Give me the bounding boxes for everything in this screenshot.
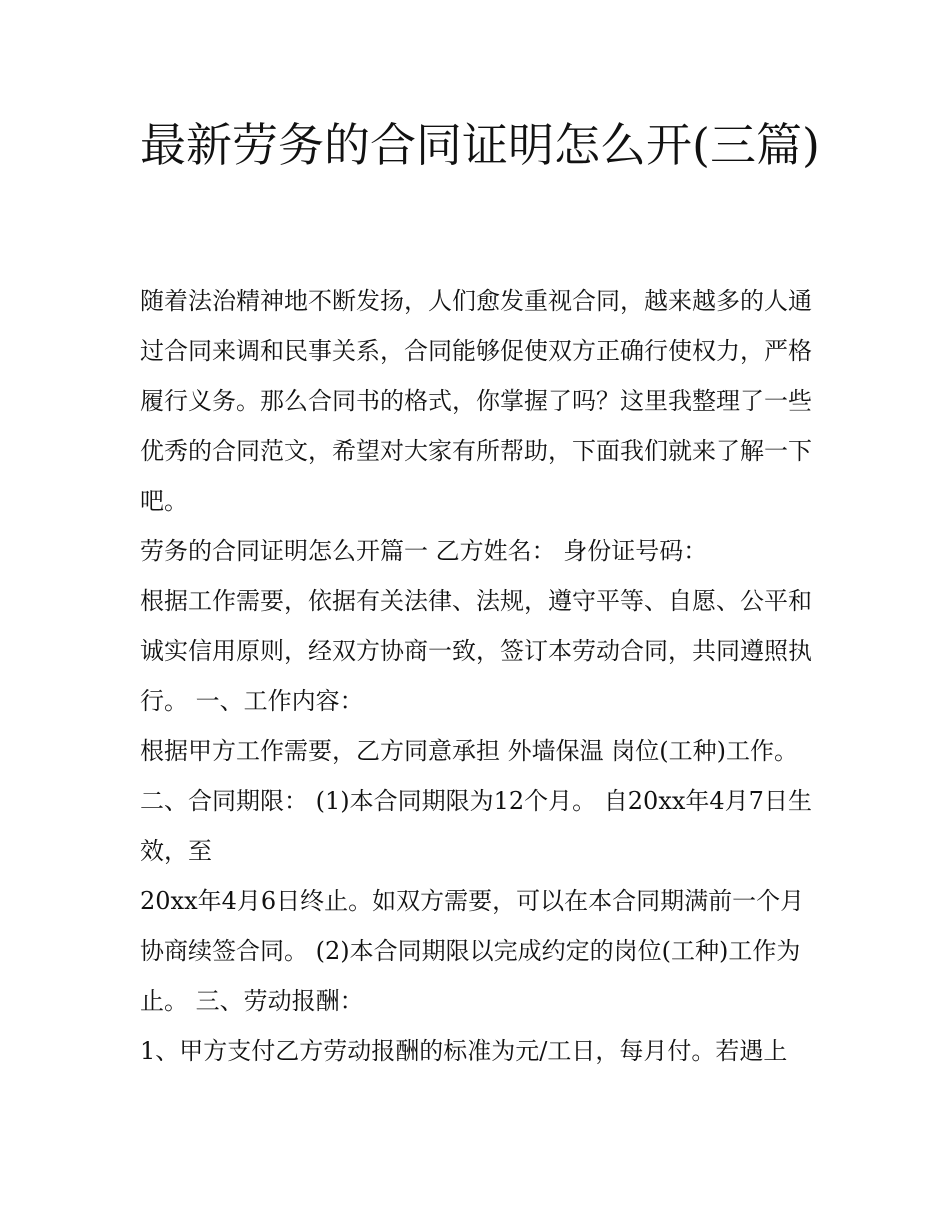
- contract-term-paragraph: 20xx年4月6日终止。如双方需要，可以在本合同期满前一个月协商续签合同。 (2)本合同期限以完成约定的岗位(工种)工作为止。 三、劳动报酬：: [140, 887, 805, 1015]
- document-body: [140, 276, 812, 1076]
- work-content-paragraph: 根据甲方工作需要，乙方同意承担 外墙保温 岗位(工种)工作。 二、合同期限： (1)本合同期限为12个月。 自20xx年4月7日生效，至: [140, 737, 812, 865]
- principles-paragraph: 根据工作需要，依据有关法律、法规，遵守平等、自愿、公平和诚实信用原则，经双方协商一致，签订本劳动合同，共同遵照执行。 一、工作内容：: [140, 587, 812, 715]
- section-heading-paragraph: 劳务的合同证明怎么开篇一 乙方姓名： 身份证号码：: [140, 537, 708, 565]
- remuneration-paragraph: 1、甲方支付乙方劳动报酬的标准为元/工日，每月付。若遇上: [140, 1037, 788, 1065]
- intro-paragraph: 随着法治精神地不断发扬，人们愈发重视合同，越来越多的人通过合同来调和民事关系，合同能够促使双方正确行使权力，严格履行义务。那么合同书的格式，你掌握了吗？这里我整理了一些优秀的合同范文，希望对大家有所帮助，下面我们就来了解一下吧。: [140, 287, 812, 515]
- document-title: 最新劳务的合同证明怎么开(三篇): [140, 118, 820, 172]
